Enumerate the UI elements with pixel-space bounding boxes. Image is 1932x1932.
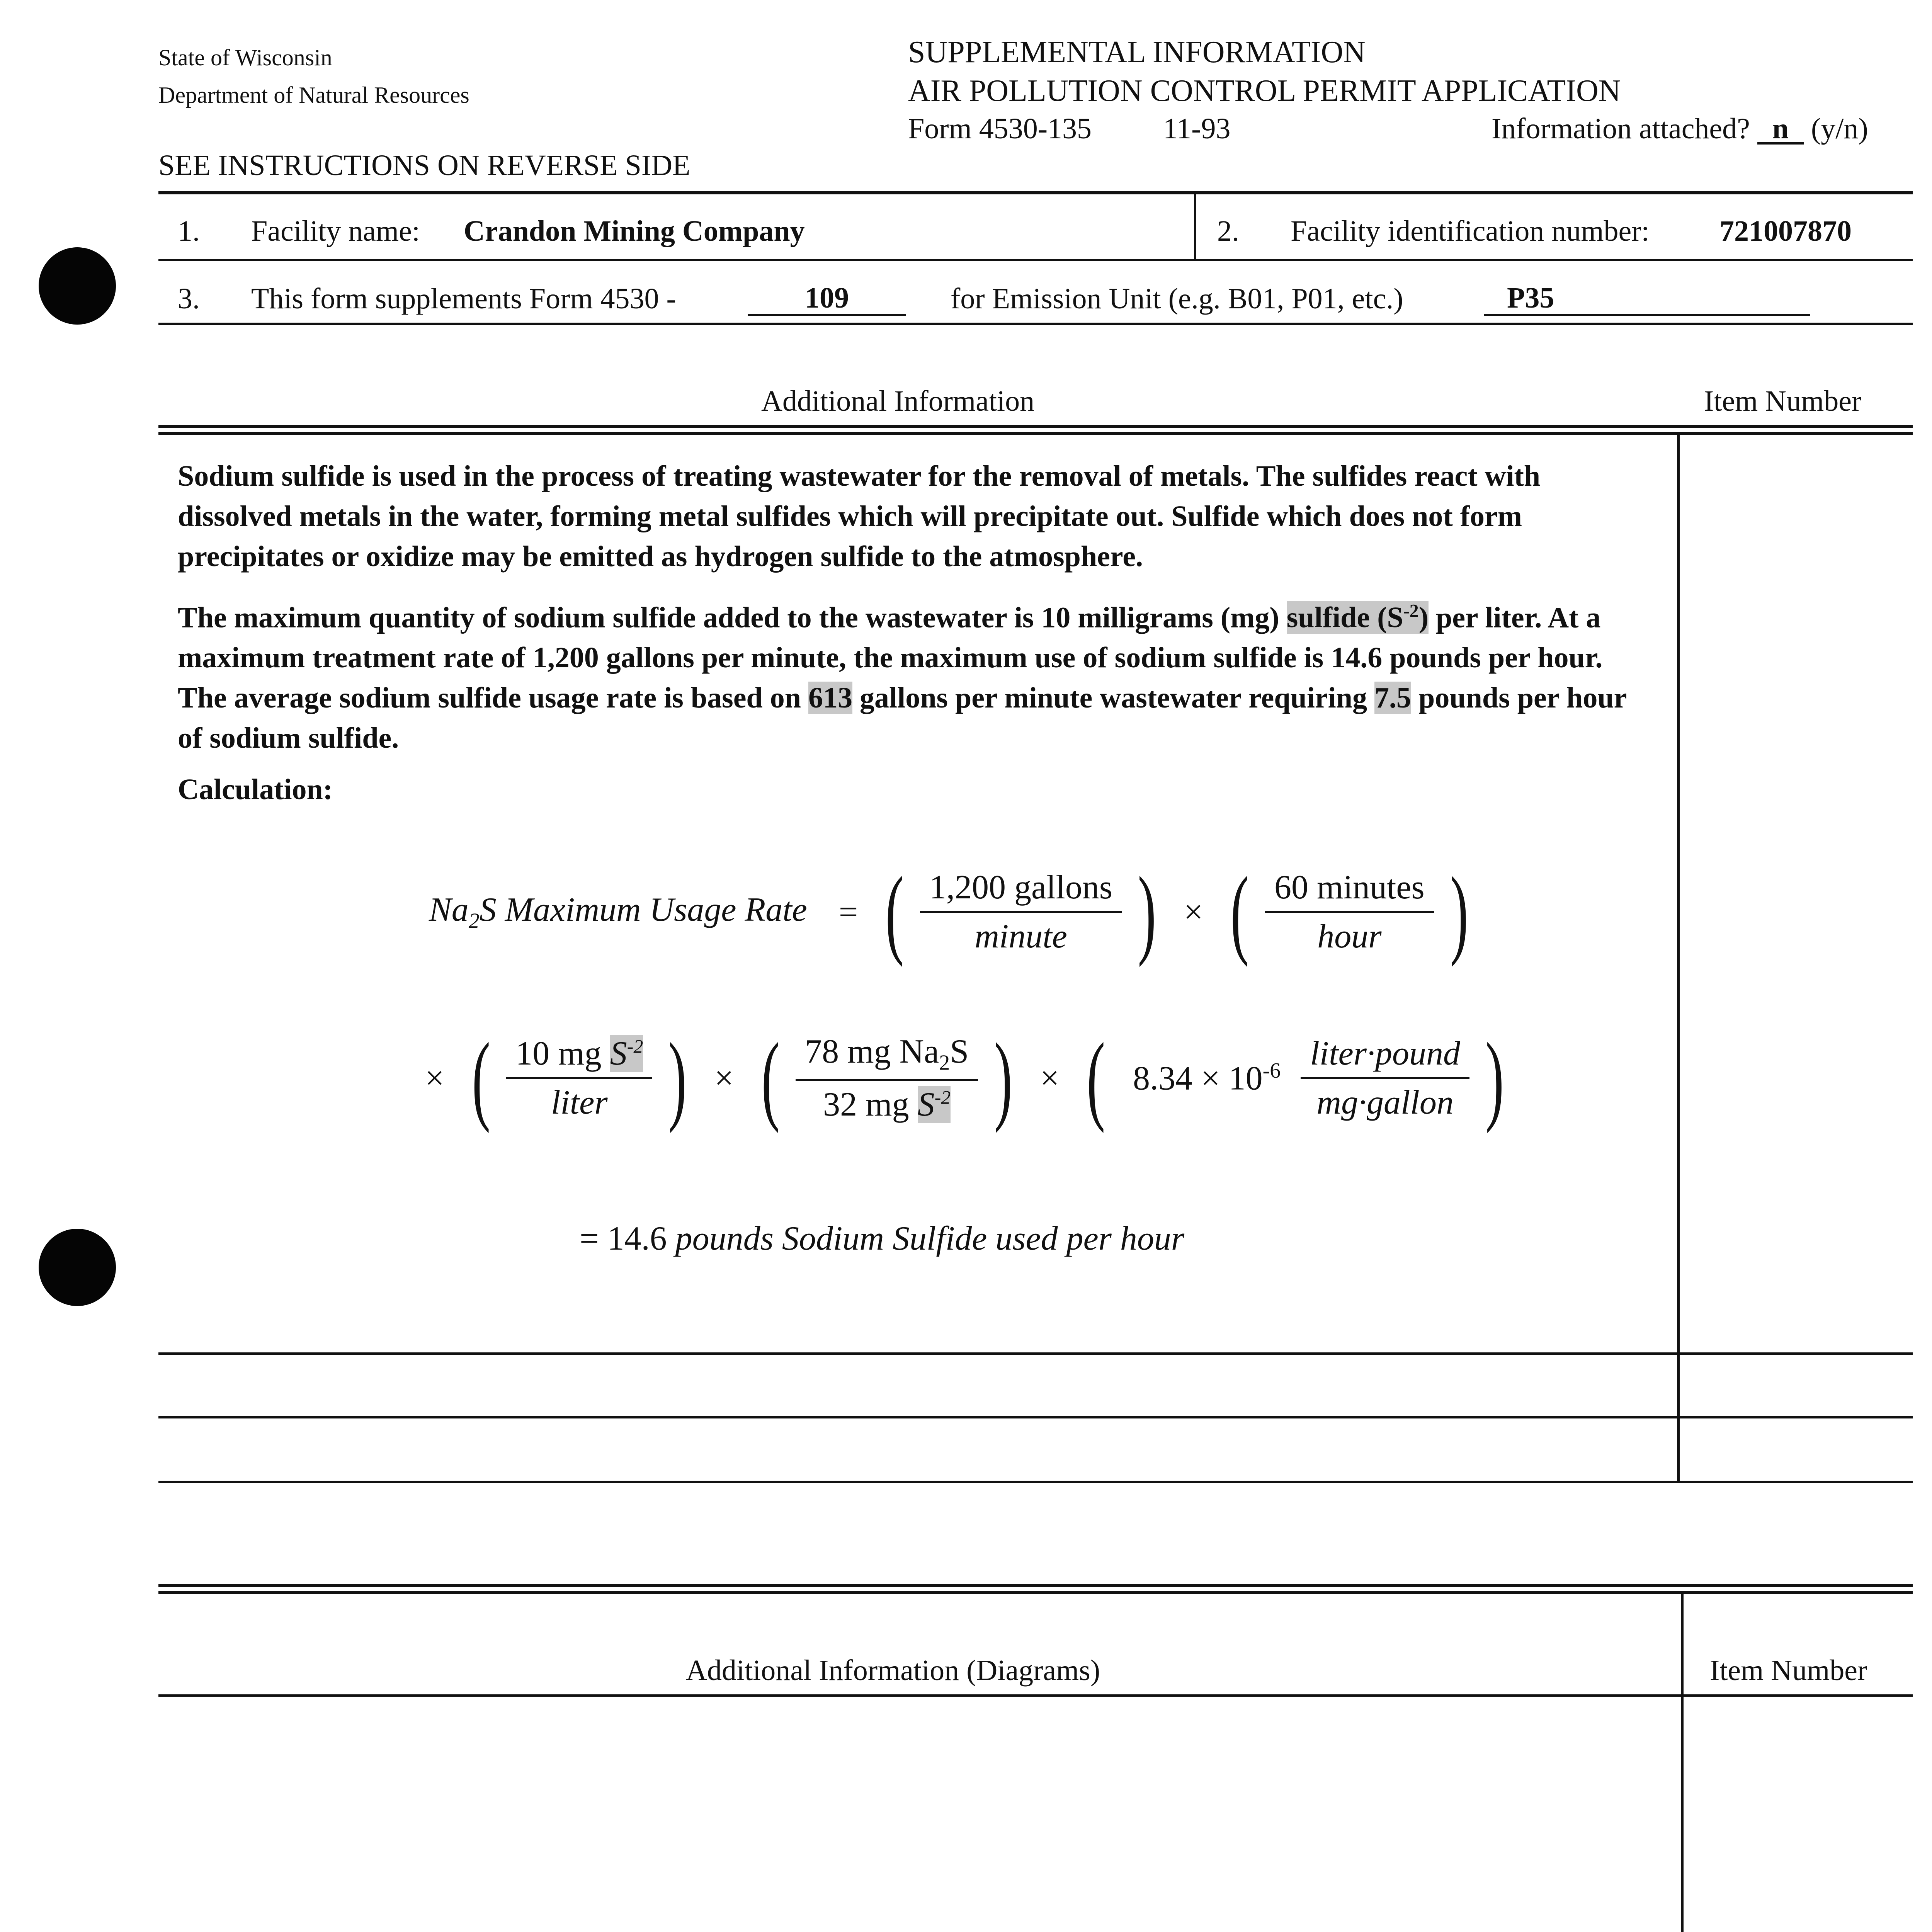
fraction-gallons-per-minute	[920, 868, 1122, 956]
blank-line-3	[158, 1481, 1913, 1483]
form-date: 11-93	[1163, 112, 1231, 145]
frac3-num-sulfide	[610, 1035, 643, 1072]
form-title-2: AIR POLLUTION CONTROL PERMIT APPLICATION	[908, 74, 1621, 108]
supplements-label: This form supplements Form 4530 -	[251, 282, 676, 315]
highlight-sulfide-close: )	[1418, 601, 1429, 634]
emission-unit-value: P35	[1484, 282, 1810, 316]
info-attached-value: n	[1757, 115, 1804, 145]
paren-close-2: )	[1450, 856, 1468, 968]
field-2-number: 2.	[1217, 215, 1239, 247]
info-attached-label: Information attached?	[1492, 112, 1750, 145]
frac4-num-s: S	[950, 1032, 969, 1070]
lhs-sub: 2	[468, 909, 480, 933]
department-label: Department of Natural Resources	[158, 82, 469, 108]
item-column-divider	[1677, 432, 1680, 1483]
frac4-den-text: 32 mg	[823, 1086, 918, 1124]
conversion-coefficient	[1121, 1058, 1292, 1098]
form-number: Form 4530-135	[908, 112, 1092, 145]
item-number-header: Item Number	[1704, 385, 1862, 417]
highlight-613: 613	[808, 682, 852, 714]
frac3-num-sup: -2	[627, 1035, 643, 1057]
field-3-number: 3.	[178, 282, 200, 315]
divider-row1	[1194, 191, 1196, 259]
binder-hole-middle	[39, 1229, 116, 1306]
frac5-den: mg·gallon	[1316, 1084, 1454, 1121]
facility-id-value: 721007870	[1719, 215, 1852, 247]
formula-line-2	[425, 1022, 1512, 1134]
diagrams-item-divider	[1681, 1591, 1684, 1932]
rule-additional-header-1	[158, 425, 1913, 428]
frac4-den-sup: -2	[934, 1086, 951, 1108]
coefficient-exponent: -6	[1262, 1058, 1281, 1083]
paren-open-4: (	[761, 1022, 780, 1134]
formula-result	[580, 1219, 1184, 1258]
emission-unit-label: for Emission Unit (e.g. B01, P01, etc.)	[951, 282, 1403, 315]
lhs-rest: S Maximum Usage Rate	[479, 891, 807, 929]
result-units: pounds Sodium Sulfide used per hour	[675, 1220, 1185, 1257]
paren-close-4: )	[994, 1022, 1013, 1134]
rule-row1-bottom	[158, 259, 1913, 261]
paragraph-2-text	[178, 591, 1654, 758]
coefficient-text: 8.34 × 10	[1133, 1060, 1263, 1097]
description-paragraph-2	[178, 591, 1654, 758]
paren-open-2: (	[1230, 856, 1249, 968]
frac1-den: minute	[975, 918, 1067, 955]
info-attached-field	[1492, 112, 1868, 146]
fraction-molar-ratio	[796, 1032, 978, 1124]
fraction-minutes-per-hour	[1265, 868, 1434, 956]
paragraph-2-part-d: pounds per hour of sodium sulfide.	[178, 682, 1626, 755]
additional-info-header: Additional Information	[761, 385, 1035, 417]
paren-open-5: (	[1087, 1022, 1105, 1134]
frac3-num-s: S	[610, 1035, 627, 1072]
frac2-den: hour	[1317, 918, 1382, 955]
field-1-number: 1.	[178, 215, 200, 247]
description-paragraph-1	[178, 456, 1654, 577]
binder-hole-top	[39, 247, 116, 325]
paragraph-1-text: Sodium sulfide is used in the process of treating wastewater for the removal of metals. The sulfides react with dissolved metals in the water, forming metal sulfides which will precipitate out. Sulfide which does not form precipitates or oxidize may be emitted as hydrogen sulfide to the atmosphere.	[178, 460, 1541, 573]
frac4-num-sub: 2	[939, 1051, 950, 1075]
instructions-note: SEE INSTRUCTIONS ON REVERSE SIDE	[158, 149, 690, 182]
form-title-1: SUPPLEMENTAL INFORMATION	[908, 35, 1366, 69]
highlight-sulfide-text: sulfide (S	[1286, 601, 1403, 634]
facility-name-label: Facility name:	[251, 215, 420, 247]
facility-id-label: Facility identification number:	[1291, 215, 1650, 247]
paren-close-3: )	[668, 1022, 687, 1134]
info-attached-suffix: (y/n)	[1811, 112, 1868, 145]
fraction-liter-pound-per-mg-gallon	[1301, 1034, 1469, 1122]
paren-open-3: (	[472, 1022, 490, 1134]
rule-diagrams-top-1	[158, 1584, 1913, 1587]
frac3-den: liter	[551, 1084, 608, 1121]
highlight-sulfide	[1287, 601, 1429, 634]
state-label: State of Wisconsin	[158, 45, 332, 70]
paren-close-5: )	[1485, 1022, 1504, 1134]
rule-diagrams-header-bottom	[158, 1694, 1913, 1697]
frac5-num: liter·pound	[1301, 1034, 1469, 1079]
paren-open-1: (	[885, 856, 904, 968]
times-2: ×	[425, 1059, 444, 1097]
result-value: = 14.6	[580, 1220, 667, 1257]
paragraph-2-part-c: gallons per minute wastewater requiring	[852, 682, 1375, 714]
frac4-den-s: S	[917, 1086, 935, 1124]
frac3-num	[506, 1034, 652, 1079]
lhs-na: Na	[429, 891, 469, 929]
frac4-den-sulfide	[918, 1086, 951, 1123]
blank-line-1	[158, 1352, 1913, 1355]
diagrams-item-number-header: Item Number	[1710, 1654, 1867, 1687]
rule-additional-header-2	[158, 432, 1913, 435]
paragraph-2-part-a: The maximum quantity of sodium sulfide added to the wastewater is 10 milligrams (mg)	[178, 601, 1287, 634]
paragraph-2-part-b: per liter. At a maximum treatment rate of 1,200 gallons per minute, the maximum use of sodium sulfide is 14.6 pounds per hour. The average sodium sulfide usage rate is based on	[178, 601, 1603, 714]
highlight-sulfide-sup: -2	[1403, 601, 1419, 621]
supplements-value: 109	[748, 282, 906, 316]
facility-name-value: Crandon Mining Company	[464, 215, 805, 247]
diagrams-header: Additional Information (Diagrams)	[686, 1654, 1100, 1687]
frac4-num	[796, 1032, 978, 1082]
rule-diagrams-top-2	[158, 1591, 1913, 1594]
times-3: ×	[714, 1059, 734, 1097]
rule-row1-top	[158, 191, 1913, 194]
calculation-label: Calculation:	[178, 773, 333, 806]
blank-line-2	[158, 1416, 1913, 1418]
formula-lhs	[429, 890, 819, 934]
frac2-num: 60 minutes	[1265, 868, 1434, 913]
frac3-num-text: 10 mg	[515, 1035, 610, 1072]
times-4: ×	[1040, 1059, 1060, 1097]
frac1-num: 1,200 gallons	[920, 868, 1122, 913]
times-1: ×	[1184, 893, 1203, 931]
formula-equals: =	[838, 893, 858, 931]
formula-line-1	[429, 856, 1476, 968]
highlight-7-5: 7.5	[1374, 682, 1412, 714]
rule-row3-bottom	[158, 323, 1913, 325]
frac4-den	[796, 1081, 978, 1124]
paren-close-1: )	[1138, 856, 1156, 968]
fraction-mg-per-liter	[506, 1034, 652, 1122]
frac4-num-text: 78 mg Na	[805, 1032, 939, 1070]
